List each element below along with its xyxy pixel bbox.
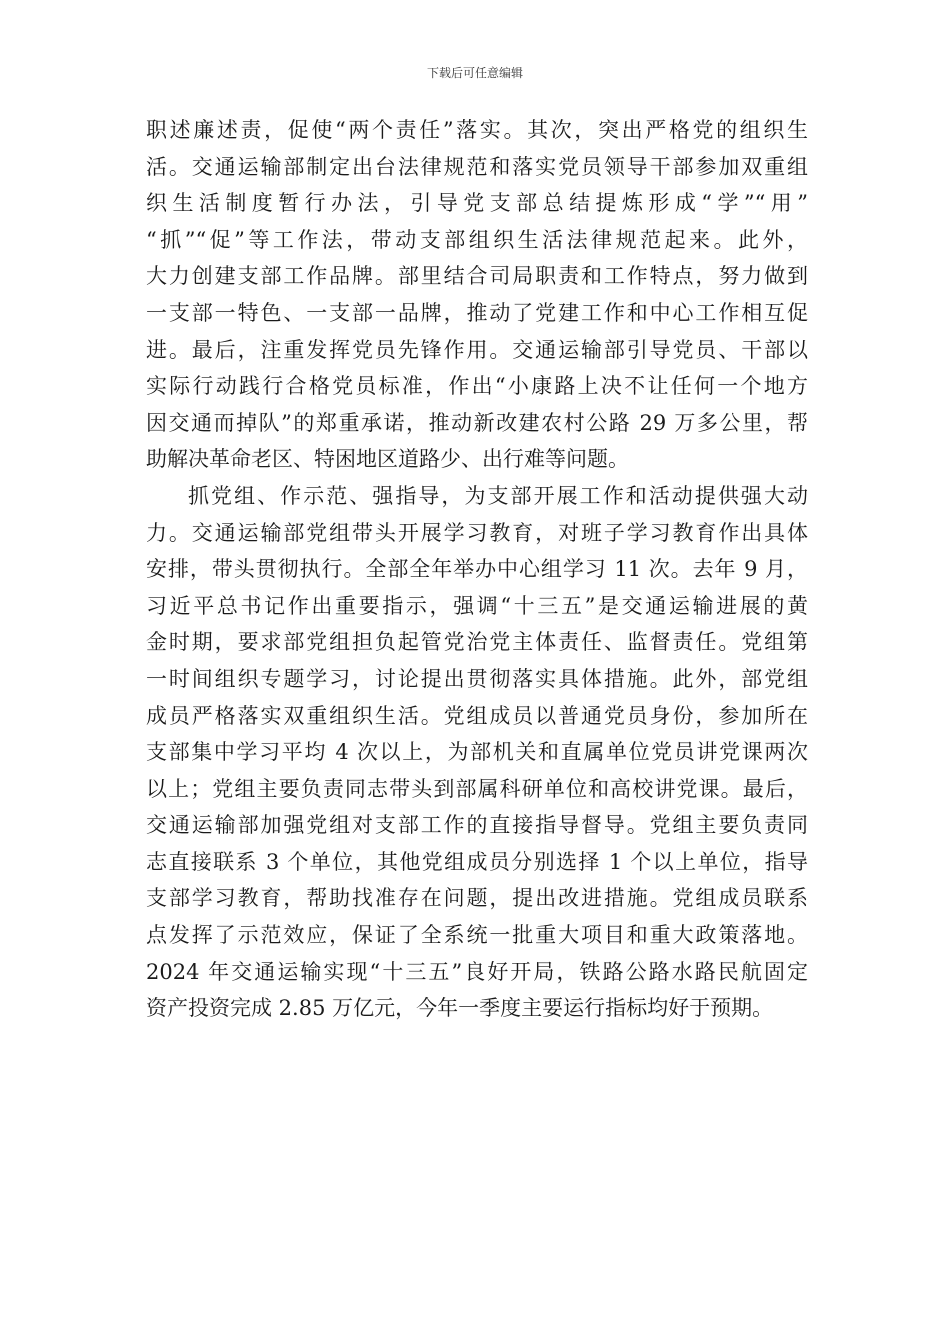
text-line: 点发挥了示范效应，保证了全系统一批重大项目和重大政策落地。 (146, 923, 808, 948)
paragraph-1 (146, 112, 808, 478)
text-line: 资产投资完成 2.85 万亿元，今年一季度主要运行指标均好于预期。 (146, 996, 774, 1021)
text-line: “抓”“促”等工作法，带动支部组织生活法律规范起来。此外， (146, 227, 808, 252)
text-line: 安排，带头贯彻执行。全部全年举办中心组学习 11 次。去年 9 月， (146, 557, 808, 582)
text-line: 交通运输部加强党组对支部工作的直接指导督导。党组主要负责同 (146, 813, 808, 838)
text-line: 因交通而掉队”的郑重承诺，推动新改建农村公路 29 万多公里，帮 (146, 410, 808, 435)
text-line: 以上；党组主要负责同志带头到部属科研单位和高校讲党课。最后， (146, 776, 808, 801)
text-line: 习近平总书记作出重要指示，强调“十三五”是交通运输进展的黄 (146, 593, 808, 618)
text-line: 一支部一特色、一支部一品牌，推动了党建工作和中心工作相互促 (146, 300, 808, 325)
text-line: 成员严格落实双重组织生活。党组成员以普通党员身份，参加所在 (146, 703, 808, 728)
text-line: 志直接联系 3 个单位，其他党组成员分别选择 1 个以上单位，指导 (146, 849, 808, 874)
text-line: 2024 年交通运输实现“十三五”良好开局，铁路公路水路民航固定 (146, 959, 808, 984)
paragraph-2 (146, 478, 808, 1027)
text-line: 织生活制度暂行办法，引导党支部总结提炼形成“学”“用” (146, 191, 808, 216)
text-line: 抓党组、作示范、强指导，为支部开展工作和活动提供强大动 (188, 483, 808, 508)
text-line: 活。交通运输部制定出台法律规范和落实党员领导干部参加双重组 (146, 154, 808, 179)
text-line: 一时间组织专题学习，讨论提出贯彻落实具体措施。此外，部党组 (146, 666, 808, 691)
document-body (146, 112, 808, 1027)
text-line: 支部集中学习平均 4 次以上，为部机关和直属单位党员讲党课两次 (146, 740, 808, 765)
text-line: 支部学习教育，帮助找准存在问题，提出改进措施。党组成员联系 (146, 886, 808, 911)
text-line: 职述廉述责，促使“两个责任”落实。其次，突出严格党的组织生 (146, 118, 808, 142)
text-line: 进。最后，注重发挥党员先锋作用。交通运输部引导党员、干部以 (146, 337, 808, 362)
text-line: 助解决革命老区、特困地区道路少、出行难等问题。 (146, 447, 629, 472)
text-line: 大力创建支部工作品牌。部里结合司局职责和工作特点，努力做到 (146, 264, 808, 289)
page-header: 下载后可任意编辑 (426, 66, 523, 80)
text-line: 金时期，要求部党组担负起管党治党主体责任、监督责任。党组第 (146, 630, 808, 655)
text-line: 力。交通运输部党组带头开展学习教育，对班子学习教育作出具体 (146, 520, 808, 545)
text-line: 实际行动践行合格党员标准，作出“小康路上决不让任何一个地方 (146, 374, 808, 399)
